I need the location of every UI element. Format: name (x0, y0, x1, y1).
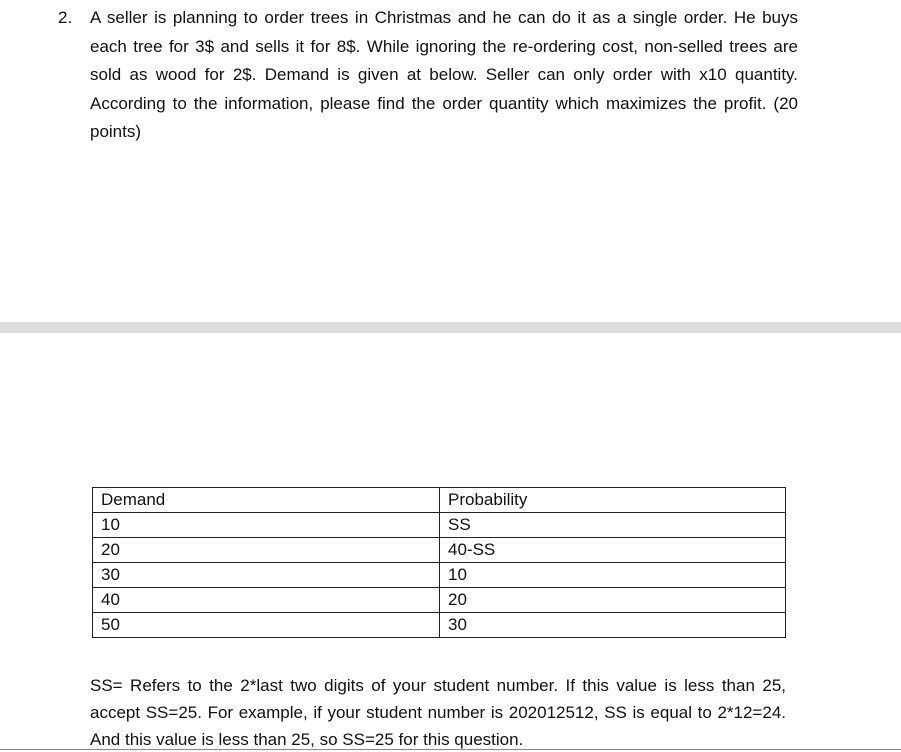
table-row (93, 613, 786, 638)
table-row (93, 513, 786, 538)
cell-demand: 20 (93, 538, 440, 563)
table-row (93, 563, 786, 588)
header-demand: Demand (93, 488, 440, 513)
cell-probability: 30 (440, 613, 786, 638)
cell-probability: 20 (440, 588, 786, 613)
table-header-row (93, 488, 786, 513)
ss-note: SS= Refers to the 2*last two digits of your student number. If this value is less than 25, accept SS=25. For example, if your student number is 202012512, SS is equal to 2*12=24. And this value is less than 25, so SS=25 for this question. (90, 676, 786, 749)
header-probability: Probability (440, 488, 786, 513)
table-row (93, 538, 786, 563)
question-number: 2. (58, 8, 73, 27)
cell-probability: 40-SS (440, 538, 786, 563)
cell-probability: SS (440, 513, 786, 538)
cell-demand: 30 (93, 563, 440, 588)
page-divider (0, 322, 901, 333)
demand-probability-table (92, 487, 786, 638)
cell-demand: 50 (93, 613, 440, 638)
question-block (58, 4, 798, 147)
cell-demand: 10 (93, 513, 440, 538)
cell-demand: 40 (93, 588, 440, 613)
table-row (93, 588, 786, 613)
question-text: A seller is planning to order trees in Christmas and he can do it as a single order. He buys each tree for 3$ and sells it for 8$. While ignoring the re-ordering cost, non-selled trees are sold as wood for 2$. Demand is given at below. Seller can only order with x10 quantity. According to the information, please find the order quantity which maximizes the profit. (20 points) (90, 8, 798, 141)
bottom-rule (0, 749, 901, 750)
cell-probability: 10 (440, 563, 786, 588)
